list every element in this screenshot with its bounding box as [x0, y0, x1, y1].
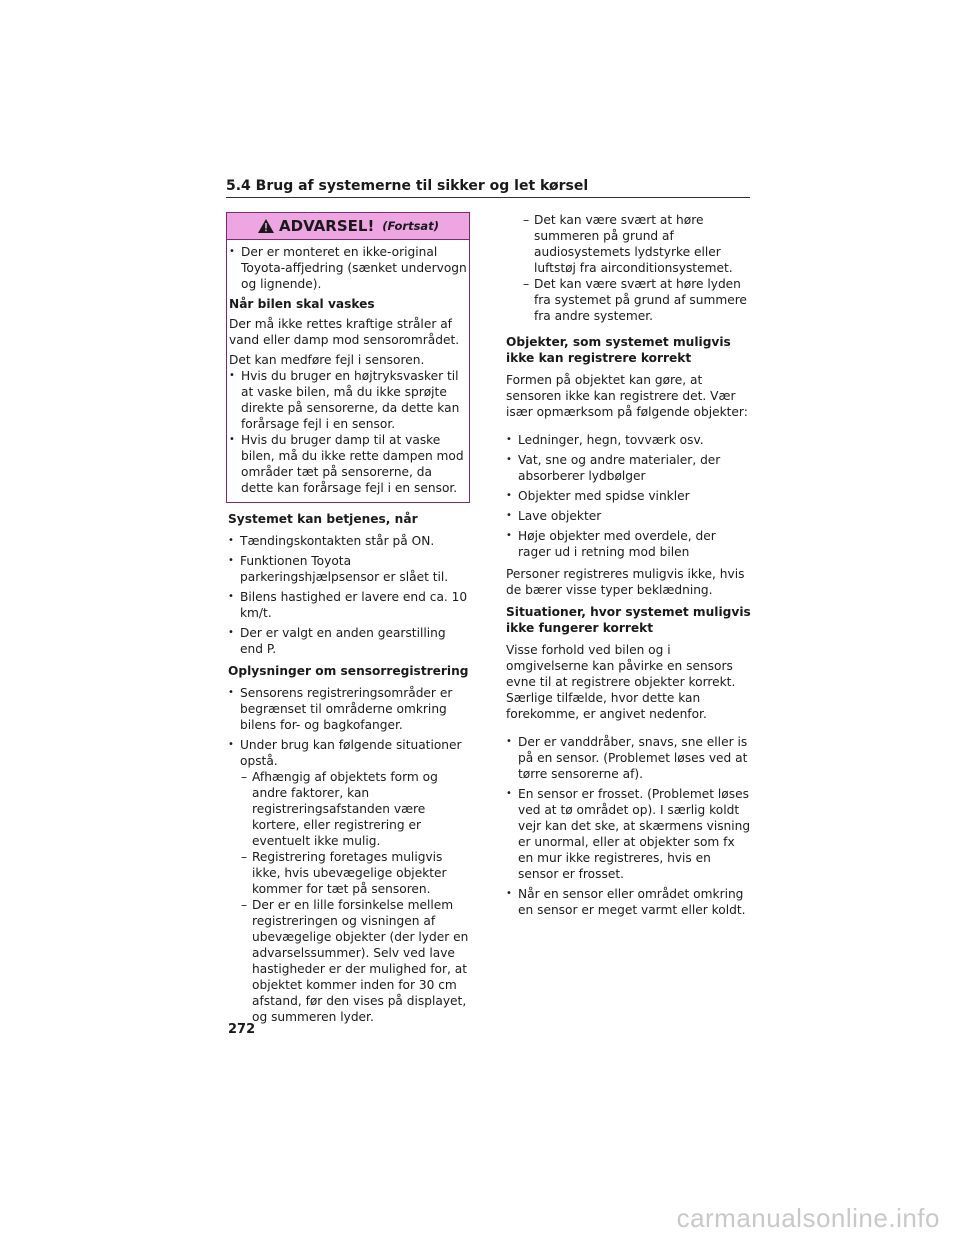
list-item: • Når en sensor eller området omkring en sensor er meget varmt eller koldt.	[506, 886, 752, 918]
section-heading: Systemet kan betjenes, når	[228, 512, 418, 526]
list-item: • Der er vanddråber, snavs, sne eller is på en sensor. (Problemet løses ved at tørre sensorerne af).	[506, 734, 752, 782]
section-heading: Oplysninger om sensorregistrering	[228, 664, 469, 678]
watermark: carmanualsonline.info	[676, 1203, 940, 1233]
list-item: • Under brug kan følgende situationer opstå.	[228, 737, 470, 769]
page-number: 272	[228, 1022, 256, 1037]
warning-box	[226, 212, 470, 503]
list-item: • Tændingskontakten står på ON.	[228, 533, 470, 549]
section-header: 5.4 Brug af systemerne til sikker og let kørsel	[226, 178, 750, 198]
warning-body	[227, 240, 469, 502]
list-item: • Høje objekter med overdele, der rager ud i retning mod bilen	[506, 528, 752, 560]
warning-icon	[257, 218, 275, 234]
list-item: • Bilens hastighed er lavere end ca. 10 km/t.	[228, 589, 470, 621]
section-heading: Objekter, som systemet muligvis ikke kan registrere korrekt	[506, 335, 731, 365]
list-item: • En sensor er frosset. (Problemet løses ved at tø området op). I særlig koldt vejr kan det ske, at skærmens visning er unormal, eller at objekter som fx en mur ikke registreres, hvis en sensor er frosset.	[506, 786, 752, 882]
warning-header	[227, 213, 469, 240]
list-item: • Lave objekter	[506, 508, 752, 524]
dash-item: – Registrering foretages muligvis ikke, hvis ubevægelige objekter kommer for tæt på sensoren.	[228, 849, 470, 897]
dash-item: – Det kan være svært at høre summeren på grund af audiosystemets lydstyrke eller luftstøj fra airconditionsystemet.	[506, 212, 752, 276]
warning-heading: Når bilen skal vaskes	[229, 297, 375, 311]
dash-item: – Der er en lille forsinkelse mellem registreringen og visningen af ubevægelige objekter (der lyder en advarselssummer). Selv ved lave hastigheder er der mulighed for, at objektet kommer inden for 30 cm afstand, før den vises på displayet, og summeren lyder.	[228, 897, 470, 1025]
warning-bullet: • Der er monteret en ikke-original Toyota-affjedring (sænket undervogn og lignende).	[229, 244, 467, 292]
section-heading: Situationer, hvor systemet muligvis ikke fungerer korrekt	[506, 605, 751, 635]
list-item: • Der er valgt en anden gearstilling end P.	[228, 625, 470, 657]
warning-bullet: • Hvis du bruger en højtryksvasker til at vaske bilen, må du ikke sprøjte direkte på sensorerne, da dette kan forårsage fejl i en sensor.	[229, 368, 467, 432]
dash-item: – Afhængig af objektets form og andre faktorer, kan registreringsafstanden være kortere, eller registrering er eventuelt ikke mulig.	[228, 769, 470, 849]
left-column	[228, 212, 470, 1025]
list-item: • Vat, sne og andre materialer, der absorberer lydbølger	[506, 452, 752, 484]
list-item: • Objekter med spidse vinkler	[506, 488, 752, 504]
list-item: • Sensorens registreringsområder er begrænset til områderne omkring bilens for- og bagkofanger.	[228, 685, 470, 733]
warning-paragraph: Der må ikke rettes kraftige stråler af vand eller damp mod sensorområdet.	[229, 317, 460, 347]
warning-bullet: • Hvis du bruger damp til at vaske bilen, må du ikke rette dampen mod områder tæt på sensorerne, da dette kan forårsage fejl i en sensor.	[229, 432, 467, 496]
spacer	[506, 726, 752, 734]
paragraph: Visse forhold ved bilen og i omgivelserne kan påvirke en sensors evne til at registrere objekter korrekt. Særlige tilfælde, hvor dette kan forekomme, er angivet nedenfor.	[506, 643, 736, 721]
spacer	[506, 424, 752, 432]
list-item: • Funktionen Toyota parkeringshjælpsensor er slået til.	[228, 553, 470, 585]
warning-subtitle: (Fortsat)	[382, 219, 439, 233]
dash-item: – Det kan være svært at høre lyden fra systemet på grund af summere fra andre systemer.	[506, 276, 752, 324]
list-item: • Ledninger, hegn, tovværk osv.	[506, 432, 752, 448]
right-column	[506, 212, 752, 922]
paragraph: Personer registreres muligvis ikke, hvis de bærer visse typer beklædning.	[506, 567, 745, 597]
paragraph: Formen på objektet kan gøre, at sensoren ikke kan registrere det. Vær især opmærksom på følgende objekter:	[506, 373, 748, 419]
warning-paragraph: Det kan medføre fejl i sensoren.	[229, 353, 425, 367]
warning-title: ADVARSEL!	[279, 217, 375, 235]
